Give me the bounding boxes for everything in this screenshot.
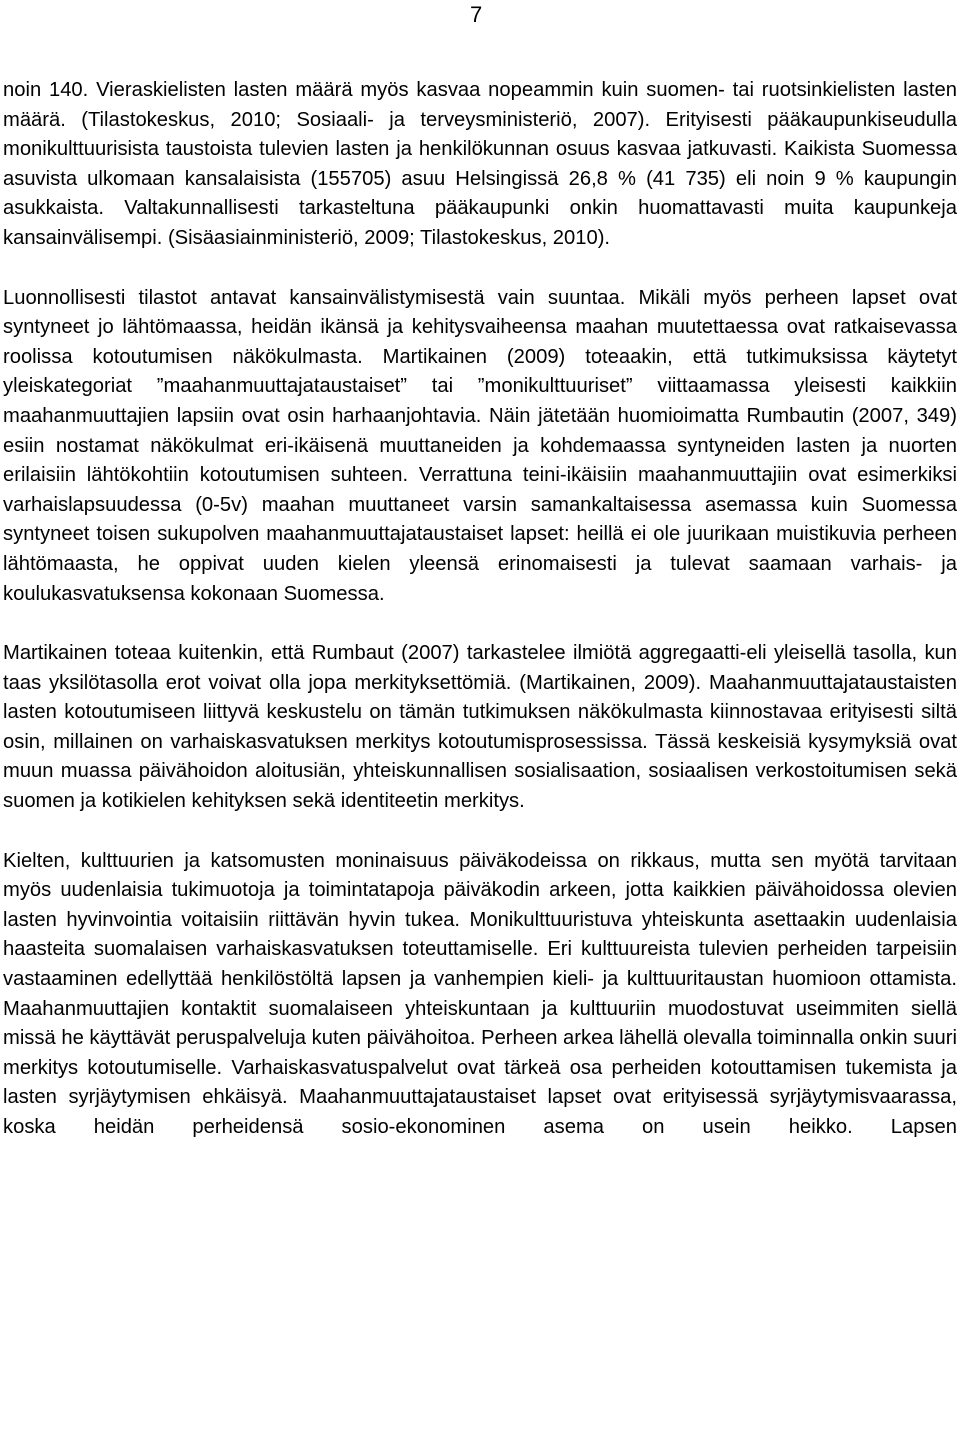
paragraph-1: noin 140. Vieraskielisten lasten määrä myös kasvaa nopeammin kuin suomen- tai ruotsinkielisten lasten määrä. (Tilastokeskus, 2010; Sosiaali- ja terveysministeriö, 2007). Erityisesti pääkaupunkiseudulla monikulttuurisista taustoista tulevien lasten ja henkilökunnan osuus kasvaa jatkuvasti. Kaikista Suomessa asuvista ulkomaan kansalaisista (155705) asuu Helsingissä 26,8 % (41 735) eli noin 9 % kaupungin asukkaista. Valtakunnallisesti tarkasteltuna pääkaupunki onkin huomattavasti muita kaupunkeja kansainvälisempi. (Sisäasiainministeriö, 2009; Tilastokeskus, 2010). [3, 79, 957, 249]
paragraph-3: Martikainen toteaa kuitenkin, että Rumbaut (2007) tarkastelee ilmiötä aggregaatti-eli yleisellä tasolla, kun taas yksilötasolla erot voivat olla jopa merkityksettömiä. (Martikainen, 2009). Maahanmuuttajataustaisten lasten kotoutumiseen liittyvä keskustelu on tämän tutkimuksen näkökulmasta kiinnostavaa erityisesti siltä osin, millainen on varhaiskasvatuksen merkitys kotoutumisprosessissa. Tässä keskeisiä kysymyksiä ovat muun muassa päivähoidon aloitusiän, yhteiskunnallisen sosialisaation, sosiaalisen verkostoitumisen sekä suomen ja kotikielen kehityksen sekä identiteetin merkitys. [3, 642, 957, 813]
paragraph-2: Luonnollisesti tilastot antavat kansainvälistymisestä vain suuntaa. Mikäli myös perheen lapset ovat syntyneet jo lähtömaassa, heidän ikänsä ja kehitysvaiheensa maahan muutettaessa ovat ratkaisevassa roolissa kotoutumisen näkökulmasta. Martikainen (2009) toteaakin, että tutkimuksissa käytetyt yleiskategoriat ”maahanmuuttajataustaiset” tai ”monikulttuuriset” viittaamassa yleisesti kaikkiin maahanmuuttajien lapsiin ovat osin harhaanjohtavia. Näin jätetään huomioimatta Rumbautin (2007, 349) esiin nostamat näkökulmat eri-ikäisenä muuttaneiden ja kohdemaassa syntyneiden lasten ja nuorten erilaisiin lähtökohtiin kotoutumisen suhteen. Verrattuna teini-ikäisiin maahanmuuttajiin ovat esimerkiksi varhaislapsuudessa (0-5v) maahan muuttaneet varsin samankaltaisessa asemassa kuin Suomessa syntyneet toisen sukupolven maahanmuuttajataustaiset lapset: heillä ei ole juurikaan muistikuvia perheen lähtömaasta, he oppivat uuden kielen yleensä erinomaisesti ja tulevat saamaan varhais- ja koulukasvatuksensa kokonaan Suomessa. [3, 286, 957, 605]
paragraph-4: Kielten, kulttuurien ja katsomusten moninaisuus päiväkodeissa on rikkaus, mutta sen myötä tarvitaan myös uudenlaisia tukimuotoja ja toimintatapoja päiväkodin arkeen, jotta kaikkien päivähoidossa olevien lasten hyvinvointia voitaisiin riittävän hyvin tukea. Monikulttuuristuva yhteiskunta asettaakin uudenlaisia haasteita suomalaisen varhaiskasvatuksen toteuttamiselle. Eri kulttuureista tulevien perheiden tarpeisiin vastaaminen edellyttää henkilöstöltä lapsen ja vanhempien kieli- ja kulttuuritaustan huomioon ottamista. Maahanmuuttajien kontaktit suomalaiseen yhteiskuntaan ja kulttuuriin muodostuvat useimmiten siellä missä he käyttävät peruspalveluja kuten päivähoitoa. Perheen arkea lähellä olevalla toiminnalla onkin suuri merkitys kotoutumiselle. Varhaiskasvatuspalvelut ovat tärkeä osa perheiden kotouttamisen tukemista ja lasten syrjäytymisen ehkäisyä. Maahanmuuttajataustaiset lapset ovat erityisessä syrjäytymisvaarassa, koska heidän perheidensä sosio-ekonominen asema on usein heikko. Lapsen [3, 849, 957, 1138]
page-number: 7 [470, 2, 483, 27]
document-body [3, 76, 957, 1143]
